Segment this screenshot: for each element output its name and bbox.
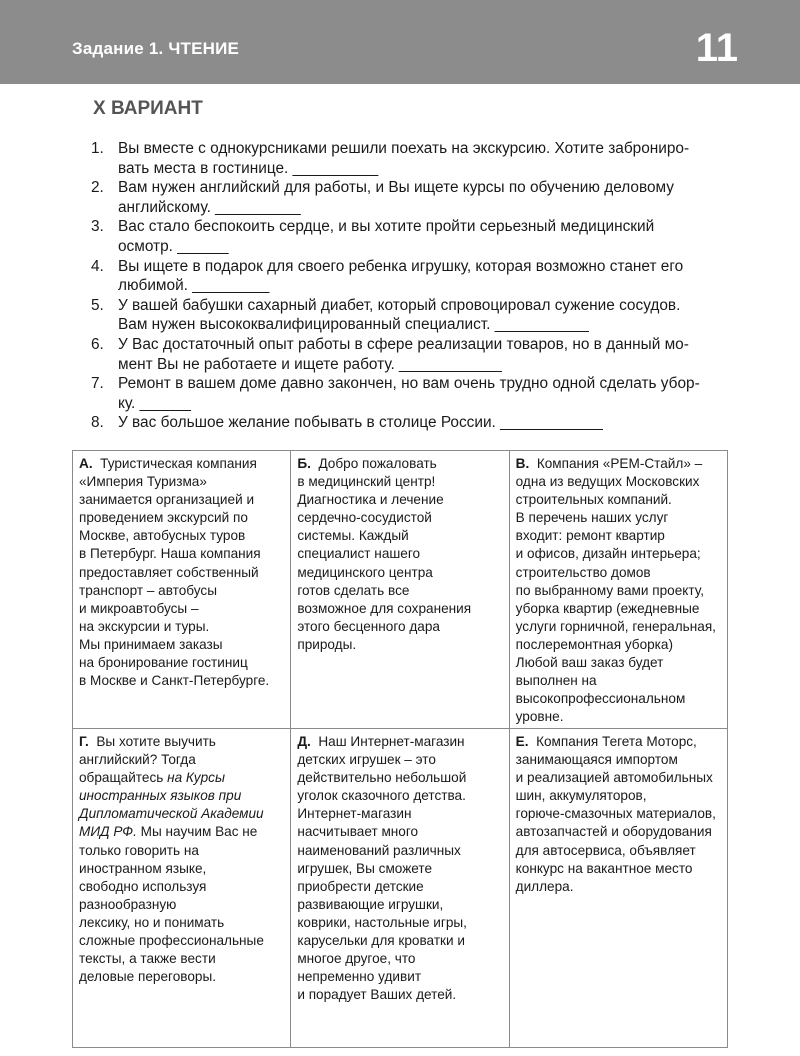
section-title: Задание 1. ЧТЕНИЕ [72,39,240,58]
option-text: Интернет-магазин [297,806,412,822]
option-line [79,564,285,582]
option-line [297,968,503,986]
option-b [291,451,509,729]
task-text: У вас большое желание побывать в столице России. ____________ [118,414,603,432]
task-text: мент Вы не работаете и ищете работу. ____________ [118,355,502,373]
option-line [79,672,285,690]
option-text: Любой ваш заказ будет [515,655,664,671]
option-text: проведением экскурсий по [79,510,248,526]
option-line [516,654,722,672]
task-number: 5. [91,296,104,314]
option-text: по выбранному вами проекту, [515,582,704,598]
option-text: обращайтесь [79,770,168,786]
task-text: английскому. __________ [118,198,301,216]
option-text: и офисов, дизайн интерьера; [515,546,701,562]
option-line [79,582,285,600]
option-e [509,729,727,1048]
option-text: действительно небольшой [297,770,467,786]
option-line [516,805,722,823]
option-text: развивающие игрушки, [297,896,444,912]
option-line [297,914,503,932]
option-letter: Б. [297,456,311,471]
option-text: в медицинский центр! [297,474,436,490]
option-line [297,751,503,769]
option-line [79,491,285,509]
option-line [297,823,503,841]
option-line [516,708,722,726]
option-line [516,491,722,509]
option-line [516,672,722,690]
option-line [297,878,503,896]
option-text: сердечно-сосудистой [297,510,432,526]
option-line [516,582,722,600]
option-line [79,787,285,805]
option-text: и реализацией автомобильных [515,770,713,786]
option-line [516,527,722,545]
option-text: приобрести детские [297,878,424,894]
option-line: английский? Тогда [79,752,196,768]
task-text: осмотр. ______ [118,237,229,255]
option-text: услуги горничной, генеральная, [515,618,716,634]
option-line [79,654,285,672]
option-text: в Москве и Санкт-Петербурге. [79,673,270,689]
option-line [297,545,503,563]
task-number: 6. [91,335,104,353]
option-line [297,733,503,751]
option-text: специалист нашего [297,546,421,562]
option-text: уборка квартир (ежедневные [515,600,700,616]
option-line [79,473,285,491]
option-text: природы. [297,636,357,652]
option-line [297,842,503,860]
option-line [297,896,503,914]
task-item [91,178,725,217]
page-header [0,0,800,84]
option-line [516,823,722,841]
course-name-text: иностранных языков при [79,788,242,804]
option-text: транспорт – автобусы [79,582,217,598]
task-number: 3. [91,218,104,236]
option-line [297,618,503,636]
task-item [91,413,725,433]
task-item [91,217,725,256]
option-line [297,769,503,787]
option-text: Мы принимаем заказы [79,636,223,652]
option-line [516,509,722,527]
task-text: ку. ______ [118,394,191,412]
option-line [516,690,722,708]
option-text: многое другое, что [297,951,416,967]
option-text: карусельки для кроватки и [297,933,465,949]
option-line [79,545,285,563]
option-text: строительство домов [515,564,651,580]
variant-title: X ВАРИАНТ [93,98,203,119]
task-text: Вы ищете в подарок для своего ребенка игрушку, которая возможно станет его [118,257,684,275]
option-g [73,729,291,1048]
option-line [297,932,503,950]
option-line [79,527,285,545]
option-line [79,769,285,787]
option-line [297,986,503,1004]
option-text: на бронирование гостиниц [79,655,248,671]
option-text: системы. Каждый [297,528,409,544]
option-text: занимается организацией и [79,492,255,508]
task-item [91,374,725,413]
option-text: занимающаяся импортом [515,752,678,768]
option-line [516,600,722,618]
task-text: вать места в гостинице. __________ [118,159,379,177]
option-text: Туристическая компания [100,456,257,471]
option-line [516,769,722,787]
option-line [516,878,722,896]
option-text: высокопрофессиональном [515,691,686,707]
task-text: Вам нужен высококвалифицированный специалист. ___________ [118,316,589,334]
option-line [79,805,285,823]
option-text: строительных компаний. [515,492,672,508]
option-text: Вы хотите выучить [96,734,216,749]
option-text: Москве, автобусных туров [79,528,246,544]
task-item [91,296,725,335]
course-name-text: Дипломатической Академии [79,806,264,822]
option-text: выполнен на [515,673,597,689]
page-number: 11 [695,26,738,70]
option-text: одна из ведущих Московских [515,474,700,490]
option-line [297,860,503,878]
option-text: конкурс на вакантное место [515,860,693,876]
option-line [297,582,503,600]
task-item [91,335,725,374]
option-line: иностранном языке, [79,860,207,876]
task-number: 7. [91,375,104,393]
option-line [297,787,503,805]
option-line [516,860,722,878]
option-text: Диагностика и лечение [297,492,444,508]
task-number: 1. [91,140,104,157]
option-line [516,787,722,805]
option-text: Добро пожаловать [318,456,437,471]
option-text: на экскурсии и туры. [79,618,210,634]
option-line [297,564,503,582]
option-line [516,636,722,654]
task-number: 4. [91,257,104,275]
options-table [72,450,728,1048]
option-text: готов сделать все [297,582,410,598]
option-text: шин, аккумуляторов, [515,788,647,804]
option-text: коврики, настольные игры, [297,914,467,930]
option-line [516,733,722,751]
option-text: Компания Тегета Моторс, [536,734,697,749]
option-line [79,636,285,654]
option-line [516,842,722,860]
option-text: для автосервиса, объявляет [515,842,696,858]
option-text: игрушек, Вы сможете [297,860,433,876]
option-line [79,733,285,751]
option-line [516,455,722,473]
option-text: Мы научим Вас не [136,824,258,840]
option-line: лексику, но и понимать [79,914,225,930]
option-line [516,545,722,563]
option-text: и порадует Ваших детей. [297,987,457,1003]
option-text: и микроавтобусы – [79,600,199,616]
option-line [516,751,722,769]
option-text: «Империя Туризма» [79,474,207,490]
option-text: детских игрушек – это [297,752,436,768]
option-text: Компания «РЕМ-Стайл» – [536,456,703,471]
option-line [516,618,722,636]
option-letter: Г. [79,734,89,749]
option-line: только говорить на [79,842,199,858]
option-line: разнообразную [79,896,177,912]
option-letter: Е. [515,734,529,749]
option-text: горюче-смазочных материалов, [515,806,716,822]
option-text: насчитывает много [297,824,419,840]
course-name-text: МИД РФ. [79,824,137,840]
option-line [297,491,503,509]
course-name-text: на Курсы [167,770,225,786]
task-number: 2. [91,179,104,197]
option-line [516,473,722,491]
task-text: Вам нужен английский для работы, и Вы ищете курсы по обучению деловому [118,179,674,197]
option-d [291,729,509,1048]
option-text: медицинского центра [297,564,433,580]
option-text: автозапчастей и оборудования [515,824,712,840]
option-text: наименований различных [297,842,461,858]
option-line [297,805,503,823]
option-text: В перечень наших услуг [515,510,669,526]
option-letter: А. [79,456,93,471]
option-line [297,455,503,473]
option-line [297,600,503,618]
option-text: предоставляет собственный [79,564,259,580]
option-line: тексты, а также вести [79,951,216,967]
option-text: диллера. [515,878,574,894]
task-text: У Вас достаточный опыт работы в сфере реализации товаров, но в данный мо- [118,335,689,353]
option-text: уголок сказочного детства. [297,788,466,804]
option-line: деловые переговоры. [79,969,217,985]
option-line [79,455,285,473]
task-list [91,139,725,433]
option-text: уровне. [515,709,564,725]
task-text: Вас стало беспокоить сердце, и вы хотите пройти серьезный медицинский [118,218,655,236]
option-line [297,473,503,491]
task-text: Вы вместе с однокурсниками решили поехать на экскурсию. Хотите заброниро- [118,140,690,157]
option-line: сложные профессиональные [79,933,264,949]
option-text: в Петербург. Наша компания [79,546,261,562]
option-line [297,527,503,545]
option-text: непременно удивит [297,969,422,985]
option-letter: В. [515,456,530,471]
task-text: Ремонт в вашем доме давно закончен, но вам очень трудно одной сделать убор- [118,375,700,393]
task-number: 8. [91,414,104,432]
option-text: возможное для сохранения [297,600,472,616]
option-a [73,451,291,729]
option-line [79,618,285,636]
task-item [91,257,725,296]
task-item [91,139,725,178]
option-text: входит: ремонт квартир [515,528,665,544]
task-text: любимой. _________ [118,277,270,295]
option-text: послеремонтная уборка) [515,636,674,652]
task-text: У вашей бабушки сахарный диабет, который спровоцировал сужение сосудов. [118,296,681,314]
option-line: свободно используя [79,878,207,894]
option-v [509,451,727,729]
option-line [79,509,285,527]
option-line [79,823,285,841]
option-line [297,950,503,968]
option-line [297,636,503,654]
option-text: Наш Интернет-магазин [318,734,465,749]
option-letter: Д. [297,734,311,749]
option-text: этого бесценного дара [297,618,440,634]
option-line [79,600,285,618]
option-line [516,564,722,582]
option-line [297,509,503,527]
